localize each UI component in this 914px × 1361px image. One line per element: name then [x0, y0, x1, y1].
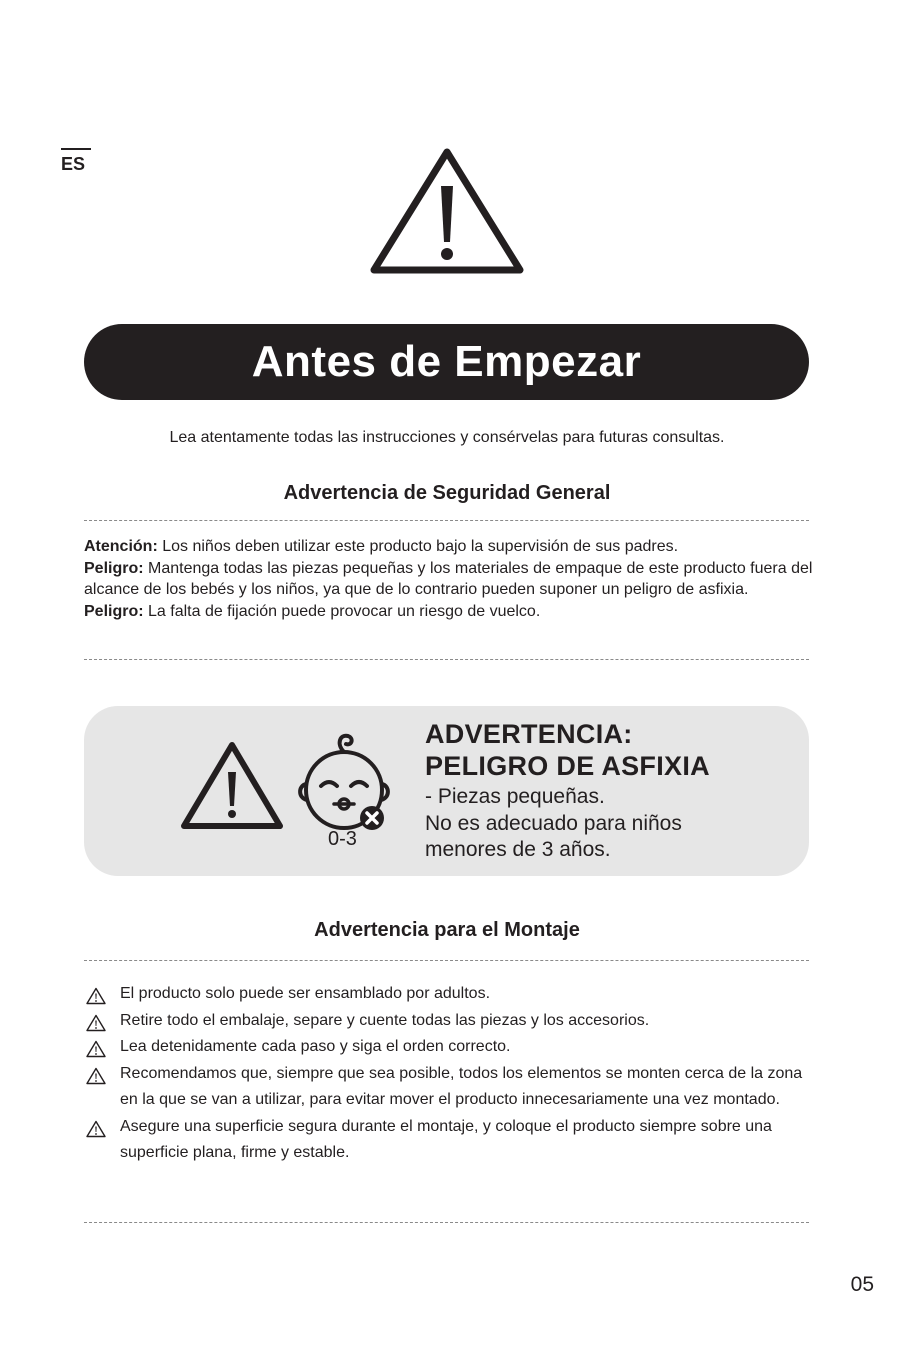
list-item: Lea detenidamente cada paso y siga el orden correcto.	[84, 1034, 814, 1061]
assembly-warning-heading: Advertencia para el Montaje	[314, 919, 580, 941]
list-item: El producto solo puede ser ensamblado por adultos.	[84, 981, 814, 1008]
divider	[84, 520, 809, 521]
list-item: Recomendamos que, siempre que sea posible, todos los elementos se monten cerca de la zona en la que se van a utilizar, para evitar mover el producto innecesariamente una vez montado.	[84, 1061, 814, 1114]
divider	[84, 960, 809, 961]
small-warning-icon	[86, 1014, 106, 1032]
language-code: ES	[61, 148, 91, 173]
small-warning-icon	[86, 1067, 106, 1085]
general-safety-text	[84, 536, 824, 622]
title-banner	[84, 324, 809, 400]
page-title: Antes de Empezar	[251, 337, 642, 386]
small-warning-icon	[86, 1040, 106, 1058]
small-warning-icon	[86, 987, 106, 1005]
list-item: Asegure una superficie segura durante el montaje, y coloque el producto siempre sobre una superficie plana, firme y estable.	[84, 1114, 814, 1167]
list-item: Retire todo el embalaje, separe y cuente todas las piezas y los accesorios.	[84, 1008, 814, 1035]
intro-text: Lea atentamente todas las instrucciones y consérvelas para futuras consultas.	[169, 429, 725, 446]
warning-triangle-icon	[180, 740, 284, 832]
general-safety-heading: Advertencia de Seguridad General	[283, 482, 611, 504]
general-item: Peligro: La falta de fijación puede provocar un riesgo de vuelco.	[84, 602, 541, 620]
general-item: Peligro: Mantenga todas las piezas pequeñas y los materiales de empaque de este producto fuera del alcance de los bebés y los niños, ya que de lo contrario pueden suponer un peligro de asfixia.	[84, 559, 813, 598]
page-number: 05	[850, 1273, 874, 1296]
divider	[84, 1222, 809, 1223]
baby-pacifier-icon	[294, 728, 394, 834]
age-range-label: 0-3	[328, 828, 357, 850]
assembly-warning-list	[84, 981, 814, 1167]
choking-title: ADVERTENCIA: PELIGRO DE ASFIXIA	[425, 719, 710, 781]
warning-triangle-icon	[370, 146, 524, 276]
small-warning-icon	[86, 1120, 106, 1138]
divider	[84, 659, 809, 660]
choking-warning-box	[84, 706, 809, 876]
general-item: Atención: Los niños deben utilizar este producto bajo la supervisión de sus padres.	[84, 538, 679, 555]
choking-description: - Piezas pequeñas. No es adecuado para niños menores de 3 años.	[425, 785, 682, 861]
